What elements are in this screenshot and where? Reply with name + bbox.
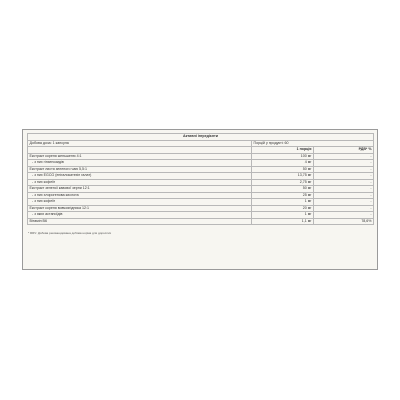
column-header-rda: РДВ* % <box>314 147 374 154</box>
table-title: Активні інгредієнти <box>28 134 374 141</box>
ingredient-portion: 50 мг <box>252 166 314 173</box>
ingredient-name: - з них кофеїн <box>28 179 252 186</box>
ingredient-rda: 78,6% <box>314 218 374 225</box>
ingredient-portion: 2,75 мг <box>252 179 314 186</box>
ingredient-rda: - <box>314 166 374 173</box>
ingredient-rda: - <box>314 212 374 219</box>
ingredient-portion: 20 мг <box>252 205 314 212</box>
ingredient-name: Вітамін B6 <box>28 218 252 225</box>
table-row <box>28 218 374 225</box>
ingredient-rda: - <box>314 160 374 167</box>
ingredient-portion: 4 мг <box>252 160 314 167</box>
ingredient-rda: - <box>314 205 374 212</box>
ingredients-table <box>27 133 374 225</box>
ingredient-name: - з них кофеїн <box>28 199 252 206</box>
servings-per-container: Порцій у продукті: 60 <box>252 140 374 147</box>
ingredient-portion: 50 мг <box>252 186 314 193</box>
serving-size: Добова доза: 1 капсула <box>28 140 252 147</box>
footnote: * RRV: Добова рекомендована добова норма для дорослих <box>28 231 112 235</box>
ingredient-name: Екстракт кореня вовчоягідника 12:1 <box>28 205 252 212</box>
ingredient-name: Екстракт зеленої кавової зерни 12:1 <box>28 186 252 193</box>
ingredient-name: - з них хлорогенова кислота <box>28 192 252 199</box>
ingredient-rda: - <box>314 186 374 193</box>
ingredients-table-wrapper <box>27 133 373 236</box>
ingredient-rda: - <box>314 179 374 186</box>
ingredient-portion: 100 мг <box>252 153 314 160</box>
ingredient-rda: - <box>314 153 374 160</box>
ingredient-portion: 1 мг <box>252 199 314 206</box>
ingredient-name: Екстракт листя зеленого чаю 5,5:1 <box>28 166 252 173</box>
ingredient-name: - з них гінзенозидів <box>28 160 252 167</box>
ingredient-name: - з яких астаноїдів <box>28 212 252 219</box>
ingredient-portion: 25 мг <box>252 192 314 199</box>
ingredient-name: - з них EGCG (епігалокатехін галат) <box>28 173 252 180</box>
ingredients-panel <box>22 129 378 270</box>
ingredient-portion: 1 мг <box>252 212 314 219</box>
ingredient-portion: 1,1 мг <box>252 218 314 225</box>
ingredient-rda: - <box>314 192 374 199</box>
ingredient-rda: - <box>314 199 374 206</box>
ingredient-rda: - <box>314 173 374 180</box>
ingredient-portion: 13,75 мг <box>252 173 314 180</box>
ingredient-name: Екстракт кореня женьшеню 4:1 <box>28 153 252 160</box>
column-header-portion: 1 порція <box>252 147 314 154</box>
